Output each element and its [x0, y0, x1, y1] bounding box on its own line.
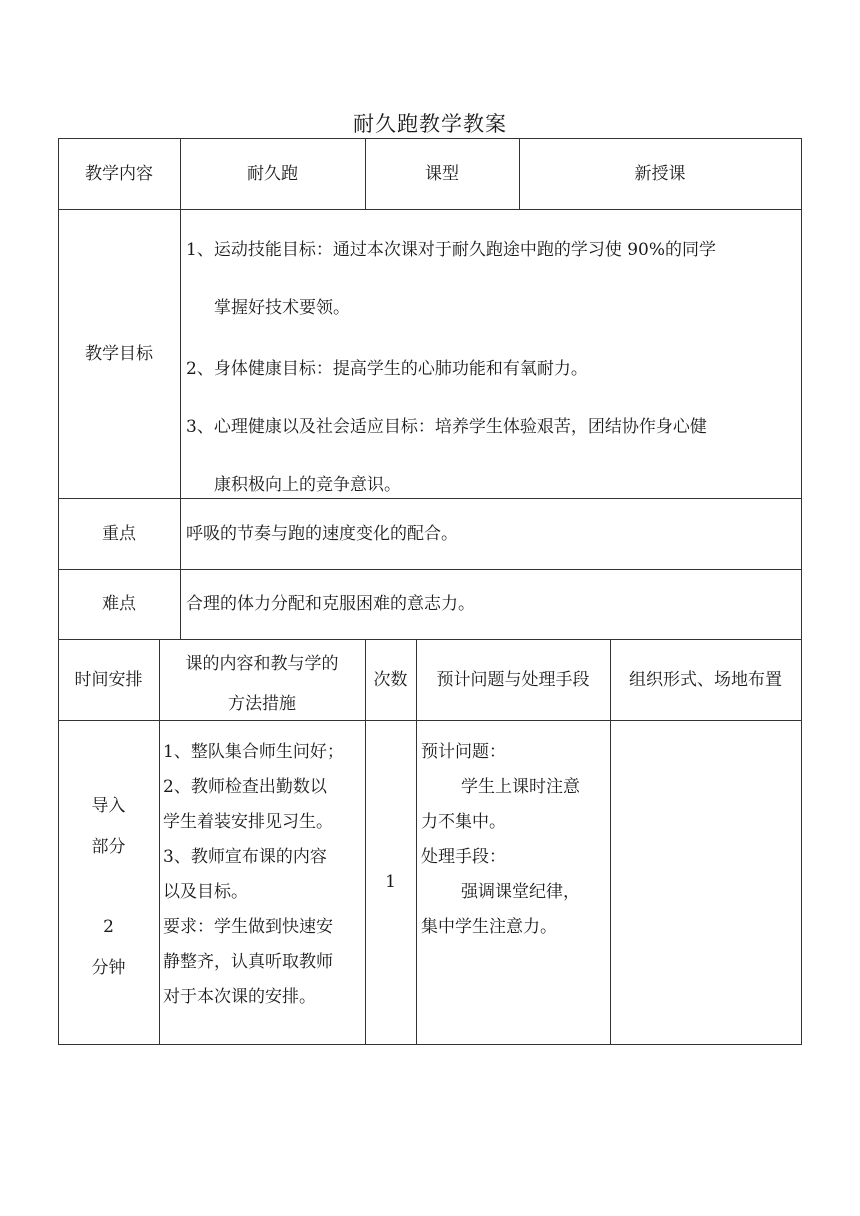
intro-problems — [421, 735, 607, 945]
intro-content-line: 对于本次课的安排。 — [163, 987, 316, 1007]
header-count: 次数 — [373, 669, 408, 690]
header-content-line-1: 课的内容和教与学的 — [185, 654, 339, 674]
label-teaching-content: 教学内容 — [85, 163, 153, 184]
header-time: 时间安排 — [74, 669, 143, 690]
intro-content-line: 要求：学生做到快速安 — [163, 917, 333, 937]
header-content-line-2: 方法措施 — [228, 694, 296, 714]
difficulty-text: 合理的体力分配和克服困难的意志力。 — [186, 594, 475, 614]
problem-line: 力不集中。 — [421, 812, 506, 832]
label-difficulty: 难点 — [102, 594, 136, 614]
document-title: 耐久跑教学教案 — [353, 112, 507, 136]
problem-line: 强调课堂纪律， — [461, 882, 580, 902]
header-organization: 组织形式、场地布置 — [629, 669, 782, 690]
intro-duration-line-2: 分钟 — [91, 958, 126, 978]
label-key-point: 重点 — [102, 523, 136, 544]
teaching-content-value: 耐久跑 — [247, 163, 298, 184]
header-content-methods — [159, 639, 365, 720]
intro-content-line: 以及目标。 — [163, 882, 248, 902]
intro-duration-line-1: 2 — [103, 917, 114, 937]
key-point-text: 呼吸的节奏与跑的速度变化的配合。 — [186, 523, 458, 544]
intro-content — [163, 735, 363, 1015]
objective-2-line-1: 2、身体健康目标：提高学生的心肺功能和有氧耐力。 — [186, 359, 588, 379]
header-problems: 预计问题与处理手段 — [436, 669, 590, 690]
intro-content-line: 2、教师检查出勤数以 — [163, 777, 327, 797]
intro-content-line: 1、整队集合师生问好； — [163, 742, 344, 762]
objective-1-line-1: 1、运动技能目标：通过本次课对于耐久跑途中跑的学习使 90%的同学 — [186, 240, 717, 260]
problem-line: 集中学生注意力。 — [421, 917, 557, 937]
problem-line: 学生上课时注意 — [461, 777, 580, 797]
objective-1-line-2: 掌握好技术要领。 — [214, 298, 350, 318]
lesson-type-value: 新授课 — [634, 163, 686, 184]
intro-count: 1 — [385, 872, 396, 892]
intro-content-line: 学生着装安排见习生。 — [163, 812, 333, 832]
intro-content-line: 静整齐，认真听取教师 — [163, 952, 333, 972]
objective-3-line-2: 康积极向上的竞争意识。 — [214, 475, 401, 495]
intro-organization — [610, 720, 801, 1044]
intro-part-line-1: 导入 — [91, 796, 126, 816]
problem-line: 预计问题： — [421, 742, 506, 762]
objective-3-line-1: 3、心理健康以及社会适应目标：培养学生体验艰苦，团结协作身心健 — [186, 417, 707, 437]
intro-time-cell — [58, 720, 159, 1044]
label-teaching-objectives: 教学目标 — [85, 343, 153, 364]
intro-part-line-2: 部分 — [91, 837, 126, 857]
label-lesson-type: 课型 — [425, 163, 459, 184]
intro-content-line: 3、教师宣布课的内容 — [163, 847, 327, 867]
problem-line: 处理手段： — [421, 847, 506, 867]
